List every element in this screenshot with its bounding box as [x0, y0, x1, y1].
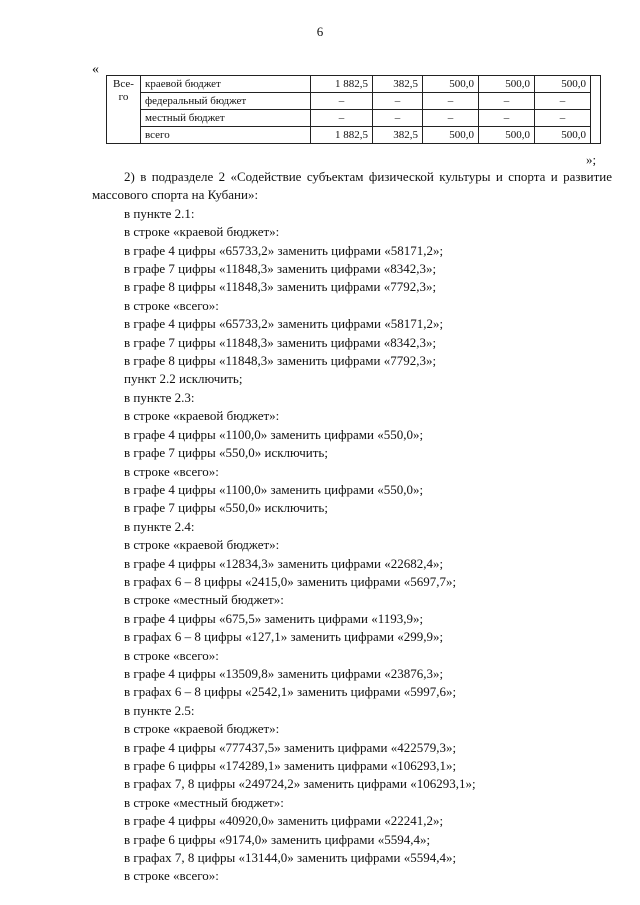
text-line: в графе 7 цифры «11848,3» заменить цифрами «8342,3»; [124, 334, 437, 350]
text-line: в графе 7 цифры «11848,3» заменить цифрами «8342,3»; [124, 261, 437, 277]
text-line: в пункте 2.4: [124, 518, 195, 534]
text-line: пункт 2.2 исключить; [124, 371, 243, 387]
text-line: в строке «местный бюджет»: [124, 794, 284, 810]
text-line: в графе 6 цифры «174289,1» заменить цифрами «106293,1»; [124, 758, 457, 773]
table-cell: – [535, 93, 591, 110]
row-label: всего [141, 127, 311, 144]
text-line: в графах 6 – 8 цифры «127,1» заменить цифрами «299,9»; [124, 629, 444, 645]
document-body [92, 168, 612, 886]
text-line: в строке «краевой бюджет»: [124, 408, 280, 424]
table-row [107, 76, 601, 93]
table-cell: 500,0 [479, 76, 535, 93]
text-line: в строке «краевой бюджет»: [124, 224, 280, 240]
row-label: федеральный бюджет [141, 93, 311, 110]
text-line: в пункте 2.3: [124, 389, 195, 405]
text-line: в графе 4 цифры «40920,0» заменить цифрами «22241,2»; [124, 813, 444, 829]
table-cell: 1 882,5 [311, 76, 373, 93]
text-line: в строке «всего»: [124, 647, 219, 663]
empty-column [591, 76, 601, 144]
text-line: в графе 4 цифры «675,5» заменить цифрами «1193,9»; [124, 610, 424, 626]
text-line: в графе 4 цифры «1100,0» заменить цифрами «550,0»; [124, 426, 424, 442]
text-line: в графе 4 цифры «65733,2» заменить цифрами «58171,2»; [124, 242, 444, 258]
table-cell: 1 882,5 [311, 127, 373, 144]
text-line: в строке «всего»: [124, 463, 219, 479]
intro-paragraph: 2) в подразделе 2 «Содействие субъектам физической культуры и спорта и развитие массового спорта на Кубани»: [92, 169, 612, 203]
group-label: Все-го [107, 76, 141, 144]
table-row [107, 110, 601, 127]
text-line: в графах 6 – 8 цифры «2542,1» заменить цифрами «5997,6»; [124, 684, 457, 700]
text-line: в графе 7 цифры «550,0» исключить; [124, 445, 328, 461]
page-number: 6 [316, 24, 324, 39]
text-line: в строке «всего»: [124, 868, 219, 884]
amendment-lines [92, 205, 612, 886]
row-label: местный бюджет [141, 110, 311, 127]
table-cell: 500,0 [423, 76, 479, 93]
table-cell: – [479, 93, 535, 110]
row-label: краевой бюджет [141, 76, 311, 93]
table-cell: – [479, 110, 535, 127]
table-cell: – [423, 93, 479, 110]
table-cell: 500,0 [535, 76, 591, 93]
text-line: в графе 4 цифры «12834,3» заменить цифрами «22682,4»; [124, 555, 444, 571]
table-cell: 382,5 [373, 127, 423, 144]
table-cell: 382,5 [373, 76, 423, 93]
text-line: в строке «местный бюджет»: [124, 592, 284, 608]
table-cell: – [373, 110, 423, 127]
closing-quote: »; [586, 152, 597, 167]
text-line: в графе 4 цифры «1100,0» заменить цифрами «550,0»; [124, 481, 424, 497]
text-line: в графе 8 цифры «11848,3» заменить цифрами «7792,3»; [124, 353, 437, 369]
text-line: в графе 6 цифры «9174,0» заменить цифрами «5594,4»; [124, 831, 431, 847]
text-line: в строке «всего»: [124, 297, 219, 313]
table-cell: – [423, 110, 479, 127]
text-line: в графе 4 цифры «65733,2» заменить цифрами «58171,2»; [124, 316, 444, 332]
table-row [107, 127, 601, 144]
text-line: в графах 7, 8 цифры «249724,2» заменить цифрами «106293,1»; [124, 776, 476, 792]
text-line: в графе 4 цифры «777437,5» заменить цифрами «422579,3»; [124, 739, 457, 755]
table-cell: 500,0 [535, 127, 591, 144]
text-line: в графе 7 цифры «550,0» исключить; [124, 500, 328, 516]
text-line: в графе 8 цифры «11848,3» заменить цифрами «7792,3»; [124, 279, 437, 295]
text-line: в строке «краевой бюджет»: [124, 721, 280, 737]
text-line: в графах 6 – 8 цифры «2415,0» заменить цифрами «5697,7»; [124, 573, 457, 589]
text-line: в пункте 2.1: [124, 205, 195, 221]
text-line: в графах 7, 8 цифры «13144,0» заменить цифрами «5594,4»; [124, 850, 457, 866]
text-line: в строке «краевой бюджет»: [124, 537, 280, 553]
table-cell: – [535, 110, 591, 127]
table-cell: – [311, 93, 373, 110]
table-cell: 500,0 [423, 127, 479, 144]
budget-table [106, 75, 601, 144]
text-line: в графе 4 цифры «13509,8» заменить цифрами «23876,3»; [124, 665, 444, 681]
opening-quote: « [92, 62, 99, 77]
table-cell: – [373, 93, 423, 110]
table-cell: 500,0 [479, 127, 535, 144]
text-line: в пункте 2.5: [124, 702, 195, 718]
table-cell: – [311, 110, 373, 127]
table-row [107, 93, 601, 110]
